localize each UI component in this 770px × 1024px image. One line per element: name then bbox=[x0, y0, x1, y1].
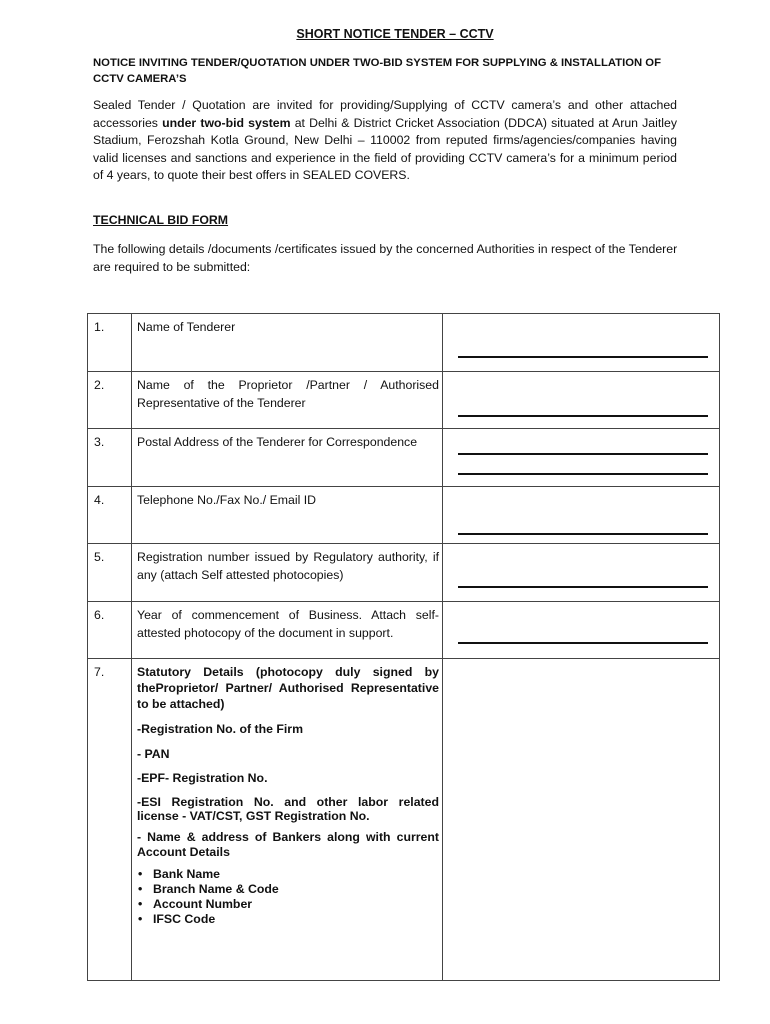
row-label: Postal Address of the Tenderer for Correspondence bbox=[132, 429, 443, 487]
statutory-item: - Name & address of Bankers along with current Account Details bbox=[137, 829, 439, 859]
answer-field[interactable] bbox=[443, 544, 720, 602]
row-label: Registration number issued by Regulatory authority, if any (attach Self attested photocopies) bbox=[132, 544, 443, 602]
list-item: • Account Number bbox=[153, 897, 439, 912]
answer-field[interactable] bbox=[443, 659, 720, 981]
answer-field[interactable] bbox=[443, 602, 720, 659]
answer-field[interactable] bbox=[443, 429, 720, 487]
table-row bbox=[88, 659, 720, 981]
technical-bid-form-table bbox=[87, 313, 720, 981]
row-number: 6. bbox=[88, 602, 132, 659]
row-number: 3. bbox=[88, 429, 132, 487]
technical-bid-form-title: TECHNICAL BID FORM bbox=[93, 213, 229, 227]
list-item: • IFSC Code bbox=[153, 912, 439, 927]
details-paragraph: The following details /documents /certificates issued by the concerned Authorities in respect of the Tenderer are required to be submitted: bbox=[93, 242, 678, 274]
statutory-item: - PAN bbox=[137, 746, 170, 761]
row-number: 1. bbox=[88, 314, 132, 372]
statutory-details-cell bbox=[132, 659, 443, 981]
table-row bbox=[88, 372, 720, 429]
table-row bbox=[88, 544, 720, 602]
row-label: Telephone No./Fax No./ Email ID bbox=[132, 487, 443, 544]
fill-line bbox=[458, 473, 708, 475]
intro-text-bold: under two-bid system bbox=[162, 115, 291, 130]
fill-line bbox=[458, 533, 708, 535]
list-item: • Bank Name bbox=[153, 867, 439, 882]
statutory-item: -Registration No. of the Firm bbox=[137, 722, 304, 736]
row-number: 4. bbox=[88, 487, 132, 544]
row-number: 2. bbox=[88, 372, 132, 429]
fill-line bbox=[458, 642, 708, 644]
statutory-item: -ESI Registration No. and other labor related license - VAT/CST, GST Registration No. bbox=[137, 794, 439, 823]
answer-field[interactable] bbox=[443, 487, 720, 544]
row-label: Name of the Proprietor /Partner / Authorised Representative of the Tenderer bbox=[132, 372, 443, 429]
fill-line bbox=[458, 356, 708, 358]
fill-line bbox=[458, 453, 708, 455]
list-item: • Branch Name & Code bbox=[153, 882, 439, 897]
table-row bbox=[88, 487, 720, 544]
intro-text-end: at Delhi & District Cricket Association (DDCA) situated at Arun Jaitley Stadium, Ferozshah Kotla Ground, New Delhi – 110002 from reputed firms/agencies/companies having valid licenses and sanctions and experience in the field of providing CCTV camera’s for a minimum period of 4 years, to quote their best offers in SEALED COVERS. bbox=[93, 115, 678, 183]
table-row bbox=[88, 429, 720, 487]
answer-field[interactable] bbox=[443, 314, 720, 372]
fill-line bbox=[458, 586, 708, 588]
intro-text-start: Sealed Tender / Quotation are invited for providing/Supplying of CCTV camera’s and other attached accessories bbox=[93, 98, 677, 130]
statutory-item: -EPF- Registration No. bbox=[137, 771, 268, 785]
table-row bbox=[88, 602, 720, 659]
row-label: Year of commencement of Business. Attach self-attested photocopy of the document in support. bbox=[132, 602, 443, 659]
table-row bbox=[88, 314, 720, 372]
intro-paragraph bbox=[93, 97, 677, 185]
fill-line bbox=[458, 415, 708, 417]
row-number: 5. bbox=[88, 544, 132, 602]
bank-details-list bbox=[137, 867, 439, 927]
statutory-heading: Statutory Details (photocopy duly signed by theProprietor/ Partner/ Authorised Representative to be attached) bbox=[137, 665, 439, 711]
notice-heading: NOTICE INVITING TENDER/QUOTATION UNDER TWO-BID SYSTEM FOR SUPPLYING & INSTALLATION OF CCTV CAMERA’S bbox=[93, 57, 661, 85]
document-title: SHORT NOTICE TENDER – CCTV bbox=[296, 27, 494, 41]
answer-field[interactable] bbox=[443, 372, 720, 429]
row-number: 7. bbox=[88, 659, 132, 981]
row-label: Name of Tenderer bbox=[132, 314, 443, 372]
